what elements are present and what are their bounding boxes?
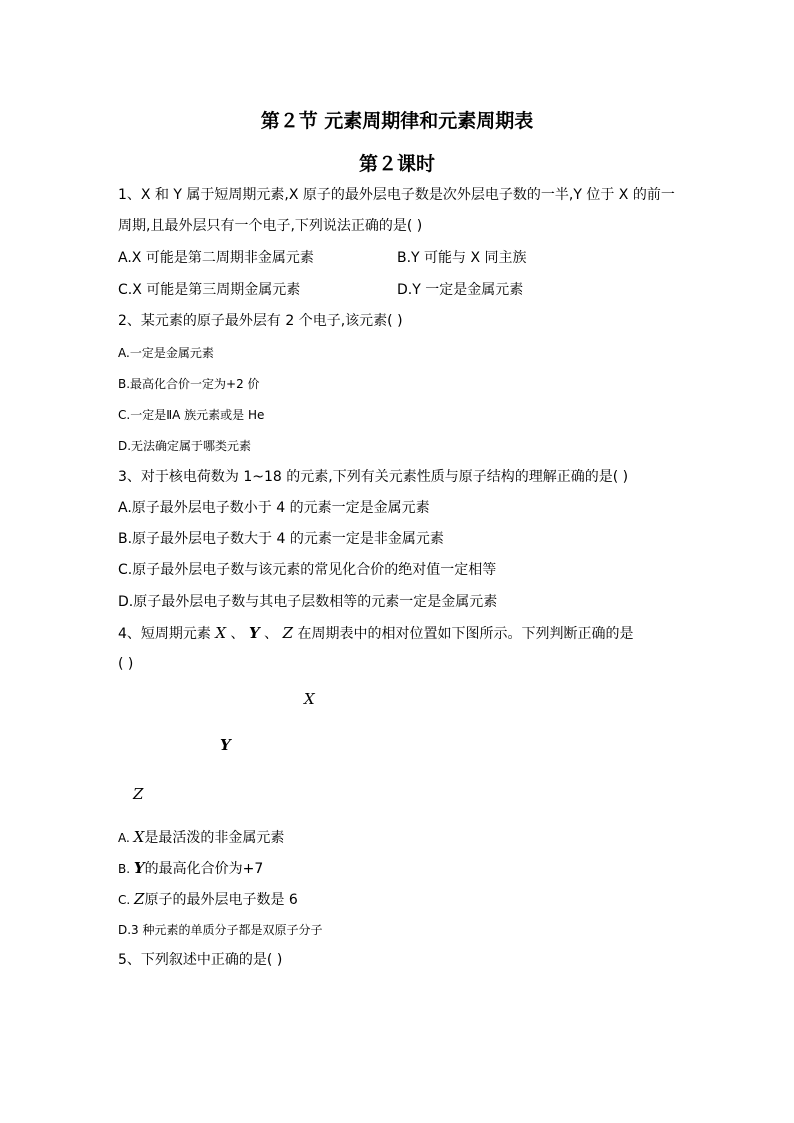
q3-option-d: D.原子最外层电子数与其电子层数相等的元素一定是金属元素	[118, 594, 498, 610]
q4-stem-post: 在周期表中的相对位置如下图所示。下列判断正确的是	[297, 626, 634, 642]
q4-stem-y: Y	[248, 624, 260, 642]
q4-option-b: B. Y的最高化合价为+7	[118, 859, 264, 877]
q4-stem-sep1: 、	[230, 626, 245, 642]
q4-stem	[118, 624, 633, 643]
q5-stem: 5、下列叙述中正确的是( )	[118, 952, 283, 968]
q4-option-d: D.3 种元素的单质分子都是双原子分子	[118, 923, 323, 937]
q1-stem-line2: 周期,且最外层只有一个电子,下列说法正确的是( )	[118, 218, 423, 234]
q1-stem-line1: 1、X 和 Y 属于短周期元素,X 原子的最外层电子数是次外层电子数的一半,Y 位于 X 的前一	[118, 187, 675, 203]
document-subtitle: 第２课时	[358, 153, 435, 175]
q1-option-d: D.Y 一定是金属元素	[397, 282, 524, 298]
q2-option-b: B.最高化合价一定为+2 价	[118, 377, 260, 391]
q4-stem-sep2: 、	[264, 626, 279, 642]
diagram-element-z: Z	[133, 785, 144, 803]
q1-option-c: C.X 可能是第三周期金属元素	[118, 282, 301, 298]
q4-option-c: C. Z原子的最外层电子数是 6	[118, 890, 298, 908]
q1-option-b: B.Y 可能与 X 同主族	[397, 250, 527, 266]
q3-option-b: B.原子最外层电子数大于 4 的元素一定是非金属元素	[118, 531, 444, 547]
diagram-element-y: Y	[220, 736, 231, 754]
q2-option-a: A.一定是金属元素	[118, 346, 214, 360]
q4-stem-z: Z	[282, 624, 294, 642]
q2-option-d: D.无法确定属于哪类元素	[118, 439, 252, 453]
q2-option-c: C.一定是ⅡA 族元素或是 He	[118, 408, 265, 422]
q3-option-c: C.原子最外层电子数与该元素的常见化合价的绝对值一定相等	[118, 562, 497, 578]
q3-stem: 3、对于核电荷数为 1~18 的元素,下列有关元素性质与原子结构的理解正确的是( )	[118, 469, 629, 485]
q3-option-a: A.原子最外层电子数小于 4 的元素一定是金属元素	[118, 500, 430, 516]
q4-option-a: A. X是最活泼的非金属元素	[118, 828, 285, 846]
q4-answer-paren: ( )	[118, 656, 134, 672]
q1-option-a: A.X 可能是第二周期非金属元素	[118, 250, 314, 266]
q2-stem: 2、某元素的原子最外层有 2 个电子,该元素( )	[118, 313, 403, 329]
q4-stem-x: X	[215, 624, 227, 642]
q4-option-c-z: Z	[134, 890, 145, 908]
diagram-element-x: X	[304, 690, 315, 708]
document-title: 第２节 元素周期律和元素周期表	[260, 110, 534, 132]
q4-option-b-y: Y	[133, 859, 145, 877]
q4-stem-pre: 4、短周期元素	[118, 626, 211, 642]
q4-option-a-x: X	[133, 828, 145, 846]
